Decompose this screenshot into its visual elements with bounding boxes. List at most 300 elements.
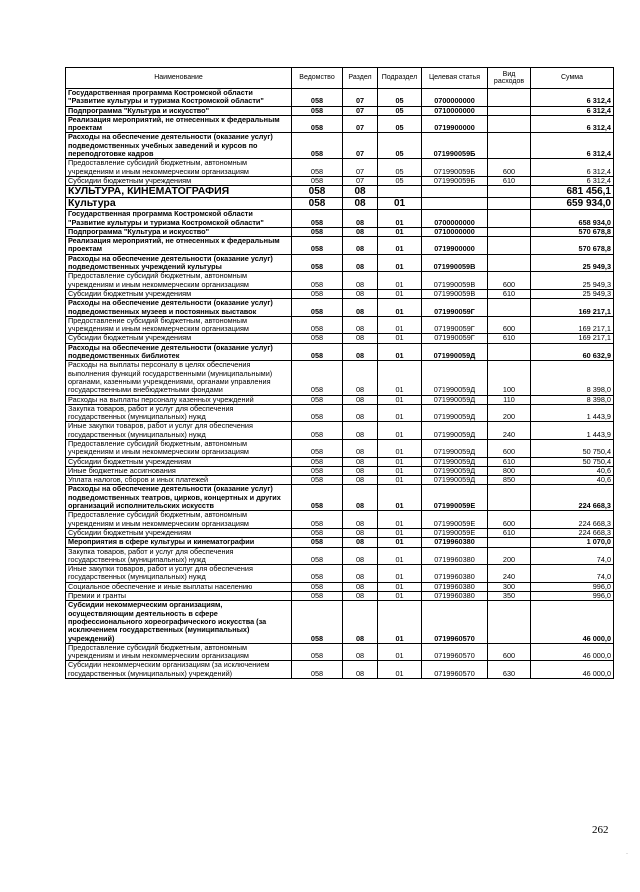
cell-department: 058 xyxy=(292,511,343,529)
cell-target-item: 0719900000 xyxy=(422,237,488,255)
cell-target-item: 0719960380 xyxy=(422,565,488,583)
table-row xyxy=(66,404,614,422)
table-row xyxy=(66,476,614,485)
cell-name: Предоставление субсидий бюджетным, автономным учреждениям и иным некоммерческим организациям xyxy=(66,316,292,334)
cell-target-item: 0719960570 xyxy=(422,661,488,679)
cell-section: 08 xyxy=(343,643,378,661)
cell-name: Государственная программа Костромской области "Развитие культуры и туризма Костромской области" xyxy=(66,89,292,107)
cell-subsection: 01 xyxy=(378,210,422,228)
cell-section: 07 xyxy=(343,159,378,177)
cell-section: 08 xyxy=(343,511,378,529)
cell-section: 08 xyxy=(343,395,378,404)
cell-expense-type xyxy=(488,198,531,210)
cell-sum: 46 000,0 xyxy=(531,643,614,661)
table-row xyxy=(66,643,614,661)
cell-section: 08 xyxy=(343,272,378,290)
cell-department: 058 xyxy=(292,485,343,511)
cell-department: 058 xyxy=(292,133,343,159)
cell-subsection: 05 xyxy=(378,176,422,185)
cell-sum: 50 750,4 xyxy=(531,457,614,466)
cell-department: 058 xyxy=(292,643,343,661)
cell-sum: 570 678,8 xyxy=(531,227,614,236)
cell-sum: 6 312,4 xyxy=(531,159,614,177)
cell-target-item: 071990059Е xyxy=(422,485,488,511)
cell-section: 08 xyxy=(343,582,378,591)
cell-name: Расходы на выплаты персоналу казенных учреждений xyxy=(66,395,292,404)
cell-department: 058 xyxy=(292,457,343,466)
cell-sum: 1 443,9 xyxy=(531,422,614,440)
cell-section: 08 xyxy=(343,528,378,537)
cell-sum: 46 000,0 xyxy=(531,601,614,643)
cell-expense-type xyxy=(488,133,531,159)
header-name: Наименование xyxy=(66,68,292,89)
table-row xyxy=(66,343,614,361)
cell-name: Субсидии бюджетным учреждениям xyxy=(66,334,292,343)
cell-name: Подпрограмма "Культура и искусство" xyxy=(66,227,292,236)
cell-sum: 6 312,4 xyxy=(531,89,614,107)
cell-name: Подпрограмма "Культура и искусство" xyxy=(66,106,292,115)
cell-subsection: 05 xyxy=(378,115,422,133)
cell-sum: 6 312,4 xyxy=(531,176,614,185)
cell-department: 058 xyxy=(292,176,343,185)
cell-name: Уплата налогов, сборов и иных платежей xyxy=(66,476,292,485)
cell-sum: 8 398,0 xyxy=(531,395,614,404)
cell-subsection: 01 xyxy=(378,643,422,661)
cell-expense-type xyxy=(488,227,531,236)
cell-target-item: 071990059Д xyxy=(422,439,488,457)
cell-expense-type: 600 xyxy=(488,511,531,529)
cell-sum: 658 934,0 xyxy=(531,210,614,228)
cell-section: 08 xyxy=(343,466,378,475)
cell-name: Мероприятия в сфере культуры и кинематографии xyxy=(66,538,292,547)
cell-target-item: 0710000000 xyxy=(422,106,488,115)
cell-name: Предоставление субсидий бюджетным, автономным учреждениям и иным некоммерческим организациям xyxy=(66,272,292,290)
cell-section: 08 xyxy=(343,565,378,583)
cell-expense-type xyxy=(488,106,531,115)
cell-sum: 25 949,3 xyxy=(531,254,614,272)
cell-name: Предоставление субсидий бюджетным, автономным учреждениям и иным некоммерческим организациям xyxy=(66,511,292,529)
cell-expense-type: 610 xyxy=(488,457,531,466)
cell-sum: 224 668,3 xyxy=(531,511,614,529)
table-row xyxy=(66,528,614,537)
cell-section: 07 xyxy=(343,133,378,159)
table-row xyxy=(66,361,614,395)
cell-subsection: 01 xyxy=(378,592,422,601)
cell-department: 058 xyxy=(292,115,343,133)
header-subsection: Подраздел xyxy=(378,68,422,89)
cell-department: 058 xyxy=(292,565,343,583)
cell-name: Предоставление субсидий бюджетным, автономным учреждениям и иным некоммерческим организациям xyxy=(66,643,292,661)
cell-target-item: 071990059Д xyxy=(422,343,488,361)
cell-name: Закупка товаров, работ и услуг для обеспечения государственных (муниципальных) нужд xyxy=(66,547,292,565)
cell-section: 08 xyxy=(343,186,378,198)
cell-section: 08 xyxy=(343,210,378,228)
cell-expense-type xyxy=(488,601,531,643)
cell-subsection: 01 xyxy=(378,422,422,440)
cell-section: 08 xyxy=(343,592,378,601)
table-row xyxy=(66,176,614,185)
cell-department: 058 xyxy=(292,89,343,107)
cell-sum: 659 934,0 xyxy=(531,198,614,210)
cell-sum: 1 070,0 xyxy=(531,538,614,547)
table-row xyxy=(66,299,614,317)
cell-sum: 169 217,1 xyxy=(531,316,614,334)
table-row xyxy=(66,237,614,255)
cell-name: Государственная программа Костромской области "Развитие культуры и туризма Костромской области" xyxy=(66,210,292,228)
table-row xyxy=(66,210,614,228)
table-row xyxy=(66,565,614,583)
table-row xyxy=(66,106,614,115)
cell-department: 058 xyxy=(292,254,343,272)
cell-name: Расходы на обеспечение деятельности (оказание услуг) подведомственных учебных заведений и курсов по переподготовке кадров xyxy=(66,133,292,159)
cell-subsection: 05 xyxy=(378,159,422,177)
cell-expense-type: 610 xyxy=(488,334,531,343)
cell-section: 07 xyxy=(343,176,378,185)
cell-sum: 46 000,0 xyxy=(531,661,614,679)
cell-section: 08 xyxy=(343,237,378,255)
cell-section: 08 xyxy=(343,316,378,334)
cell-target-item: 071990059Д xyxy=(422,466,488,475)
cell-name: Иные закупки товаров, работ и услуг для обеспечения государственных (муниципальных) нужд xyxy=(66,422,292,440)
cell-subsection xyxy=(378,186,422,198)
cell-expense-type: 600 xyxy=(488,272,531,290)
cell-target-item: 071990059Г xyxy=(422,334,488,343)
cell-expense-type xyxy=(488,538,531,547)
cell-sum: 60 632,9 xyxy=(531,343,614,361)
cell-sum: 40,6 xyxy=(531,466,614,475)
table-header xyxy=(66,68,614,89)
table-row xyxy=(66,538,614,547)
cell-expense-type xyxy=(488,485,531,511)
cell-subsection: 05 xyxy=(378,89,422,107)
cell-target-item: 0719960380 xyxy=(422,547,488,565)
cell-name: Социальное обеспечение и иные выплаты населению xyxy=(66,582,292,591)
cell-target-item: 071990059В xyxy=(422,254,488,272)
cell-subsection: 01 xyxy=(378,582,422,591)
cell-section: 08 xyxy=(343,361,378,395)
cell-subsection: 01 xyxy=(378,289,422,298)
cell-subsection: 01 xyxy=(378,361,422,395)
cell-target-item xyxy=(422,186,488,198)
cell-department: 058 xyxy=(292,289,343,298)
cell-subsection: 01 xyxy=(378,227,422,236)
cell-target-item xyxy=(422,198,488,210)
cell-expense-type: 610 xyxy=(488,289,531,298)
cell-expense-type: 850 xyxy=(488,476,531,485)
cell-expense-type: 100 xyxy=(488,361,531,395)
cell-expense-type: 610 xyxy=(488,528,531,537)
cell-subsection: 01 xyxy=(378,272,422,290)
cell-subsection: 05 xyxy=(378,133,422,159)
cell-name: Предоставление субсидий бюджетным, автономным учреждениям и иным некоммерческим организациям xyxy=(66,439,292,457)
cell-name: Расходы на обеспечение деятельности (оказание услуг) подведомственных библиотек xyxy=(66,343,292,361)
cell-subsection: 01 xyxy=(378,343,422,361)
cell-target-item: 0719900000 xyxy=(422,115,488,133)
cell-department: 058 xyxy=(292,237,343,255)
table-row xyxy=(66,272,614,290)
table-row xyxy=(66,395,614,404)
cell-target-item: 071990059Д xyxy=(422,422,488,440)
cell-sum: 74,0 xyxy=(531,547,614,565)
cell-target-item: 071990059Г xyxy=(422,316,488,334)
cell-department: 058 xyxy=(292,361,343,395)
cell-section: 08 xyxy=(343,227,378,236)
cell-sum: 570 678,8 xyxy=(531,237,614,255)
cell-target-item: 0719960380 xyxy=(422,592,488,601)
cell-section: 08 xyxy=(343,439,378,457)
cell-department: 058 xyxy=(292,210,343,228)
cell-target-item: 0719960570 xyxy=(422,601,488,643)
header-expense-type: Вид расходов xyxy=(488,68,531,89)
cell-expense-type: 110 xyxy=(488,395,531,404)
cell-department: 058 xyxy=(292,159,343,177)
cell-name: КУЛЬТУРА, КИНЕМАТОГРАФИЯ xyxy=(66,186,292,198)
cell-section: 08 xyxy=(343,476,378,485)
cell-target-item: 071990059Е xyxy=(422,528,488,537)
cell-expense-type xyxy=(488,89,531,107)
table-row xyxy=(66,439,614,457)
cell-sum: 681 456,1 xyxy=(531,186,614,198)
cell-department: 058 xyxy=(292,538,343,547)
cell-sum: 996,0 xyxy=(531,592,614,601)
cell-department: 058 xyxy=(292,528,343,537)
cell-target-item: 071990059Д xyxy=(422,476,488,485)
cell-sum: 6 312,4 xyxy=(531,115,614,133)
cell-target-item: 0719960380 xyxy=(422,538,488,547)
cell-name: Иные бюджетные ассигнования xyxy=(66,466,292,475)
cell-target-item: 0719960570 xyxy=(422,643,488,661)
cell-target-item: 071990059Б xyxy=(422,159,488,177)
cell-sum: 25 949,3 xyxy=(531,289,614,298)
cell-name: Реализация мероприятий, не отнесенных к федеральным проектам xyxy=(66,237,292,255)
table-row xyxy=(66,334,614,343)
cell-expense-type: 350 xyxy=(488,592,531,601)
cell-expense-type: 630 xyxy=(488,661,531,679)
cell-department: 058 xyxy=(292,198,343,210)
table-row xyxy=(66,115,614,133)
cell-department: 058 xyxy=(292,316,343,334)
cell-subsection: 01 xyxy=(378,457,422,466)
cell-target-item: 0710000000 xyxy=(422,227,488,236)
cell-sum: 74,0 xyxy=(531,565,614,583)
cell-subsection: 01 xyxy=(378,485,422,511)
table-row xyxy=(66,582,614,591)
cell-expense-type: 800 xyxy=(488,466,531,475)
cell-subsection: 01 xyxy=(378,237,422,255)
budget-table xyxy=(65,67,614,679)
cell-section: 08 xyxy=(343,661,378,679)
cell-expense-type: 200 xyxy=(488,547,531,565)
header-section: Раздел xyxy=(343,68,378,89)
cell-subsection: 01 xyxy=(378,511,422,529)
cell-section: 08 xyxy=(343,457,378,466)
table-body xyxy=(66,89,614,679)
cell-expense-type xyxy=(488,237,531,255)
table-row xyxy=(66,661,614,679)
cell-department: 058 xyxy=(292,395,343,404)
cell-name: Субсидии бюджетным учреждениям xyxy=(66,176,292,185)
cell-expense-type xyxy=(488,254,531,272)
cell-name: Расходы на выплаты персоналу в целях обеспечения выполнения функций государственными (муниципальными) органами, казенными учреждениями, органами управления государственными внебюджетными фондами xyxy=(66,361,292,395)
cell-target-item: 071990059В xyxy=(422,289,488,298)
cell-section: 08 xyxy=(343,404,378,422)
cell-expense-type: 600 xyxy=(488,439,531,457)
cell-subsection: 01 xyxy=(378,198,422,210)
cell-department: 058 xyxy=(292,272,343,290)
table-row xyxy=(66,89,614,107)
table-row xyxy=(66,547,614,565)
cell-sum: 224 668,3 xyxy=(531,485,614,511)
cell-section: 08 xyxy=(343,198,378,210)
cell-subsection: 01 xyxy=(378,404,422,422)
cell-sum: 1 443,9 xyxy=(531,404,614,422)
cell-expense-type: 600 xyxy=(488,643,531,661)
table-row xyxy=(66,466,614,475)
cell-name: Субсидии бюджетным учреждениям xyxy=(66,289,292,298)
cell-subsection: 01 xyxy=(378,547,422,565)
table-row xyxy=(66,485,614,511)
cell-section: 08 xyxy=(343,299,378,317)
table-row xyxy=(66,186,614,198)
cell-section: 08 xyxy=(343,289,378,298)
cell-department: 058 xyxy=(292,343,343,361)
cell-sum: 6 312,4 xyxy=(531,106,614,115)
table-row xyxy=(66,227,614,236)
cell-sum: 40,6 xyxy=(531,476,614,485)
cell-expense-type: 200 xyxy=(488,404,531,422)
cell-target-item: 071990059Б xyxy=(422,133,488,159)
cell-sum: 169 217,1 xyxy=(531,299,614,317)
cell-sum: 996,0 xyxy=(531,582,614,591)
cell-expense-type xyxy=(488,343,531,361)
cell-section: 08 xyxy=(343,485,378,511)
table-row xyxy=(66,592,614,601)
cell-name: Иные закупки товаров, работ и услуг для обеспечения государственных (муниципальных) нужд xyxy=(66,565,292,583)
cell-expense-type xyxy=(488,210,531,228)
cell-name: Субсидии бюджетным учреждениям xyxy=(66,528,292,537)
cell-section: 08 xyxy=(343,422,378,440)
cell-name: Предоставление субсидий бюджетным, автономным учреждениям и иным некоммерческим организациям xyxy=(66,159,292,177)
cell-subsection: 01 xyxy=(378,299,422,317)
cell-subsection: 01 xyxy=(378,316,422,334)
cell-name: Закупка товаров, работ и услуг для обеспечения государственных (муниципальных) нужд xyxy=(66,404,292,422)
cell-department: 058 xyxy=(292,299,343,317)
cell-department: 058 xyxy=(292,186,343,198)
cell-name: Субсидии бюджетным учреждениям xyxy=(66,457,292,466)
table-row xyxy=(66,159,614,177)
table-row xyxy=(66,254,614,272)
cell-sum: 224 668,3 xyxy=(531,528,614,537)
cell-subsection: 01 xyxy=(378,476,422,485)
table-row xyxy=(66,511,614,529)
cell-target-item: 0700000000 xyxy=(422,89,488,107)
cell-department: 058 xyxy=(292,422,343,440)
cell-name: Субсидии некоммерческим организациям (за исключением государственных (муниципальных) учреждений) xyxy=(66,661,292,679)
cell-expense-type xyxy=(488,115,531,133)
cell-sum: 50 750,4 xyxy=(531,439,614,457)
cell-department: 058 xyxy=(292,476,343,485)
cell-target-item: 071990059Е xyxy=(422,511,488,529)
cell-department: 058 xyxy=(292,106,343,115)
table-row xyxy=(66,457,614,466)
cell-expense-type xyxy=(488,299,531,317)
cell-section: 08 xyxy=(343,254,378,272)
cell-expense-type xyxy=(488,186,531,198)
cell-expense-type: 240 xyxy=(488,565,531,583)
cell-department: 058 xyxy=(292,547,343,565)
cell-name: Реализация мероприятий, не отнесенных к федеральным проектам xyxy=(66,115,292,133)
cell-target-item: 071990059Д xyxy=(422,404,488,422)
cell-subsection: 01 xyxy=(378,334,422,343)
cell-sum: 8 398,0 xyxy=(531,361,614,395)
cell-subsection: 01 xyxy=(378,538,422,547)
cell-expense-type: 300 xyxy=(488,582,531,591)
cell-subsection: 01 xyxy=(378,528,422,537)
cell-expense-type: 240 xyxy=(488,422,531,440)
cell-name: Субсидии некоммерческим организациям, осуществляющим деятельность в сфере профессионального хореографического искусства (за исключением государственных (муниципальных) учреждений) xyxy=(66,601,292,643)
cell-department: 058 xyxy=(292,592,343,601)
cell-section: 08 xyxy=(343,547,378,565)
cell-name: Культура xyxy=(66,198,292,210)
cell-expense-type: 600 xyxy=(488,159,531,177)
cell-target-item: 071990059Д xyxy=(422,457,488,466)
cell-expense-type: 600 xyxy=(488,316,531,334)
table-row xyxy=(66,601,614,643)
cell-name: Расходы на обеспечение деятельности (оказание услуг) подведомственных музеев и постоянных выставок xyxy=(66,299,292,317)
budget-sheet xyxy=(65,67,613,679)
header-target-item: Целевая статья xyxy=(422,68,488,89)
cell-section: 07 xyxy=(343,115,378,133)
cell-expense-type: 610 xyxy=(488,176,531,185)
cell-target-item: 071990059Д xyxy=(422,361,488,395)
cell-subsection: 01 xyxy=(378,439,422,457)
cell-subsection: 01 xyxy=(378,395,422,404)
cell-section: 07 xyxy=(343,89,378,107)
cell-target-item: 0700000000 xyxy=(422,210,488,228)
cell-section: 08 xyxy=(343,538,378,547)
table-row xyxy=(66,422,614,440)
cell-subsection: 01 xyxy=(378,466,422,475)
cell-name: Расходы на обеспечение деятельности (оказание услуг) подведомственных учреждений культуры xyxy=(66,254,292,272)
table-row xyxy=(66,316,614,334)
table-row xyxy=(66,133,614,159)
cell-target-item: 0719960380 xyxy=(422,582,488,591)
cell-sum: 6 312,4 xyxy=(531,133,614,159)
cell-department: 058 xyxy=(292,334,343,343)
cell-name: Премии и гранты xyxy=(66,592,292,601)
header-department: Ведомство xyxy=(292,68,343,89)
cell-section: 08 xyxy=(343,343,378,361)
cell-department: 058 xyxy=(292,227,343,236)
cell-sum: 169 217,1 xyxy=(531,334,614,343)
cell-name: Расходы на обеспечение деятельности (оказание услуг) подведомственных театров, цирков, концертных и других организаций исполнительских искусств xyxy=(66,485,292,511)
cell-department: 058 xyxy=(292,601,343,643)
cell-sum: 25 949,3 xyxy=(531,272,614,290)
cell-department: 058 xyxy=(292,439,343,457)
table-row xyxy=(66,198,614,210)
cell-section: 07 xyxy=(343,106,378,115)
cell-subsection: 05 xyxy=(378,106,422,115)
cell-subsection: 01 xyxy=(378,254,422,272)
cell-target-item: 071990059Г xyxy=(422,299,488,317)
scan-dot: · xyxy=(626,851,628,857)
cell-subsection: 01 xyxy=(378,661,422,679)
cell-target-item: 071990059Б xyxy=(422,176,488,185)
page-number: 262 xyxy=(592,824,609,836)
header-sum: Сумма xyxy=(531,68,614,89)
cell-department: 058 xyxy=(292,466,343,475)
table-row xyxy=(66,289,614,298)
